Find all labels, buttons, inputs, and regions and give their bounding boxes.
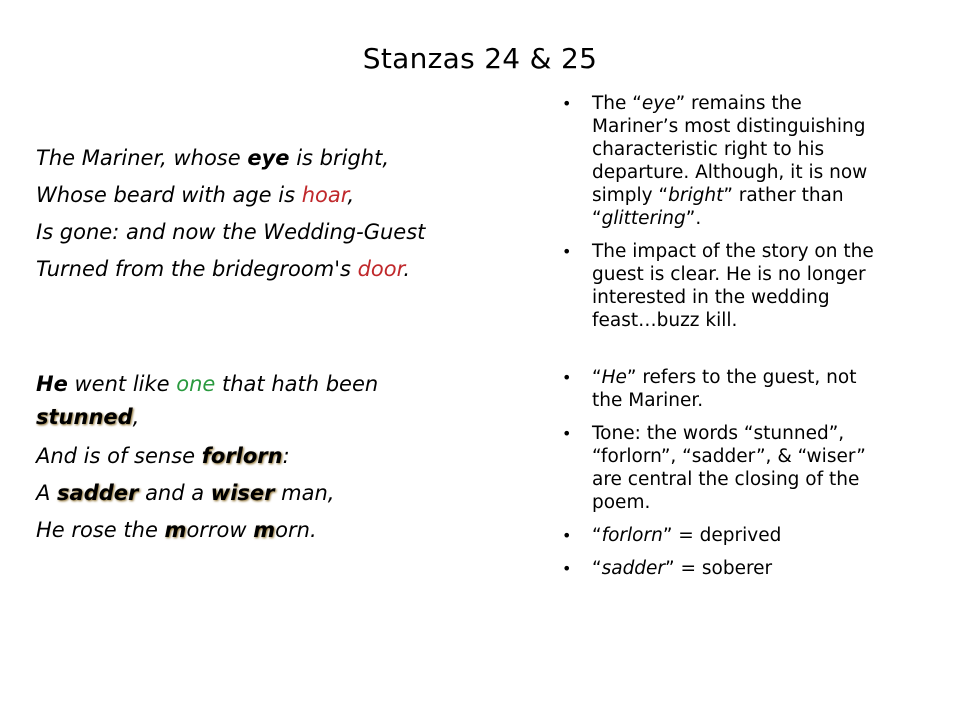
slide-title: Stanzas 24 & 25 (362, 42, 598, 75)
word-forlorn: forlorn (201, 444, 283, 468)
bullet-icon: • (562, 368, 572, 387)
word-wiser: wiser (210, 481, 275, 505)
word-hoar: hoar (301, 183, 348, 207)
word-door: door (357, 257, 404, 281)
note-impact: • The impact of the story on the guest is clear. He is no longer interested in the wedding feast…buzz kill. (562, 241, 874, 331)
word-eye: eye (247, 146, 290, 170)
stanza1-line4: Turned from the bridegroom's door. (36, 257, 411, 281)
bullet-icon: • (562, 424, 572, 443)
bullet-icon: • (562, 242, 572, 261)
poem-text (36, 140, 536, 549)
bullet-icon: • (562, 94, 572, 113)
stanza-gap (36, 288, 536, 368)
bullet-icon: • (562, 526, 572, 545)
letter-m-morrow: m (164, 518, 187, 542)
word-he: He (36, 372, 68, 396)
stanza2-line3: A sadder and a wiser man, (36, 481, 335, 505)
word-sadder: sadder (57, 481, 139, 505)
note-eye: • The “eye” remains the Mariner’s most distinguishing characteristic right to his departure. Although, it is now simply “bright” rather than “glittering”. (562, 93, 868, 229)
stanza2-line4: He rose the morrow morn. (36, 518, 317, 542)
stanza1-line1: The Mariner, whose eye is bright, (36, 146, 390, 170)
stanza2-line2: And is of sense forlorn: (36, 444, 290, 468)
word-one: one (176, 372, 216, 396)
letter-m-morn: m (253, 518, 276, 542)
bullet-icon: • (562, 559, 572, 578)
word-stunned: stunned (36, 405, 133, 429)
note-tone: • Tone: the words “stunned”, “forlorn”, “sadder”, & “wiser” are central the closing of the poem. (562, 423, 866, 513)
stanza1-line2: Whose beard with age is hoar, (36, 183, 355, 207)
note-he: • “He” refers to the guest, not the Mariner. (562, 367, 857, 411)
stanza2-line1: He went like one that hath been stunned, (36, 372, 379, 429)
notes-list (556, 92, 886, 580)
analysis-notes (556, 92, 886, 590)
note-forlorn: • “forlorn” = deprived (562, 525, 782, 546)
note-sadder: • “sadder” = soberer (562, 558, 773, 579)
stanza1-line3: Is gone: and now the Wedding-Guest (36, 220, 426, 244)
